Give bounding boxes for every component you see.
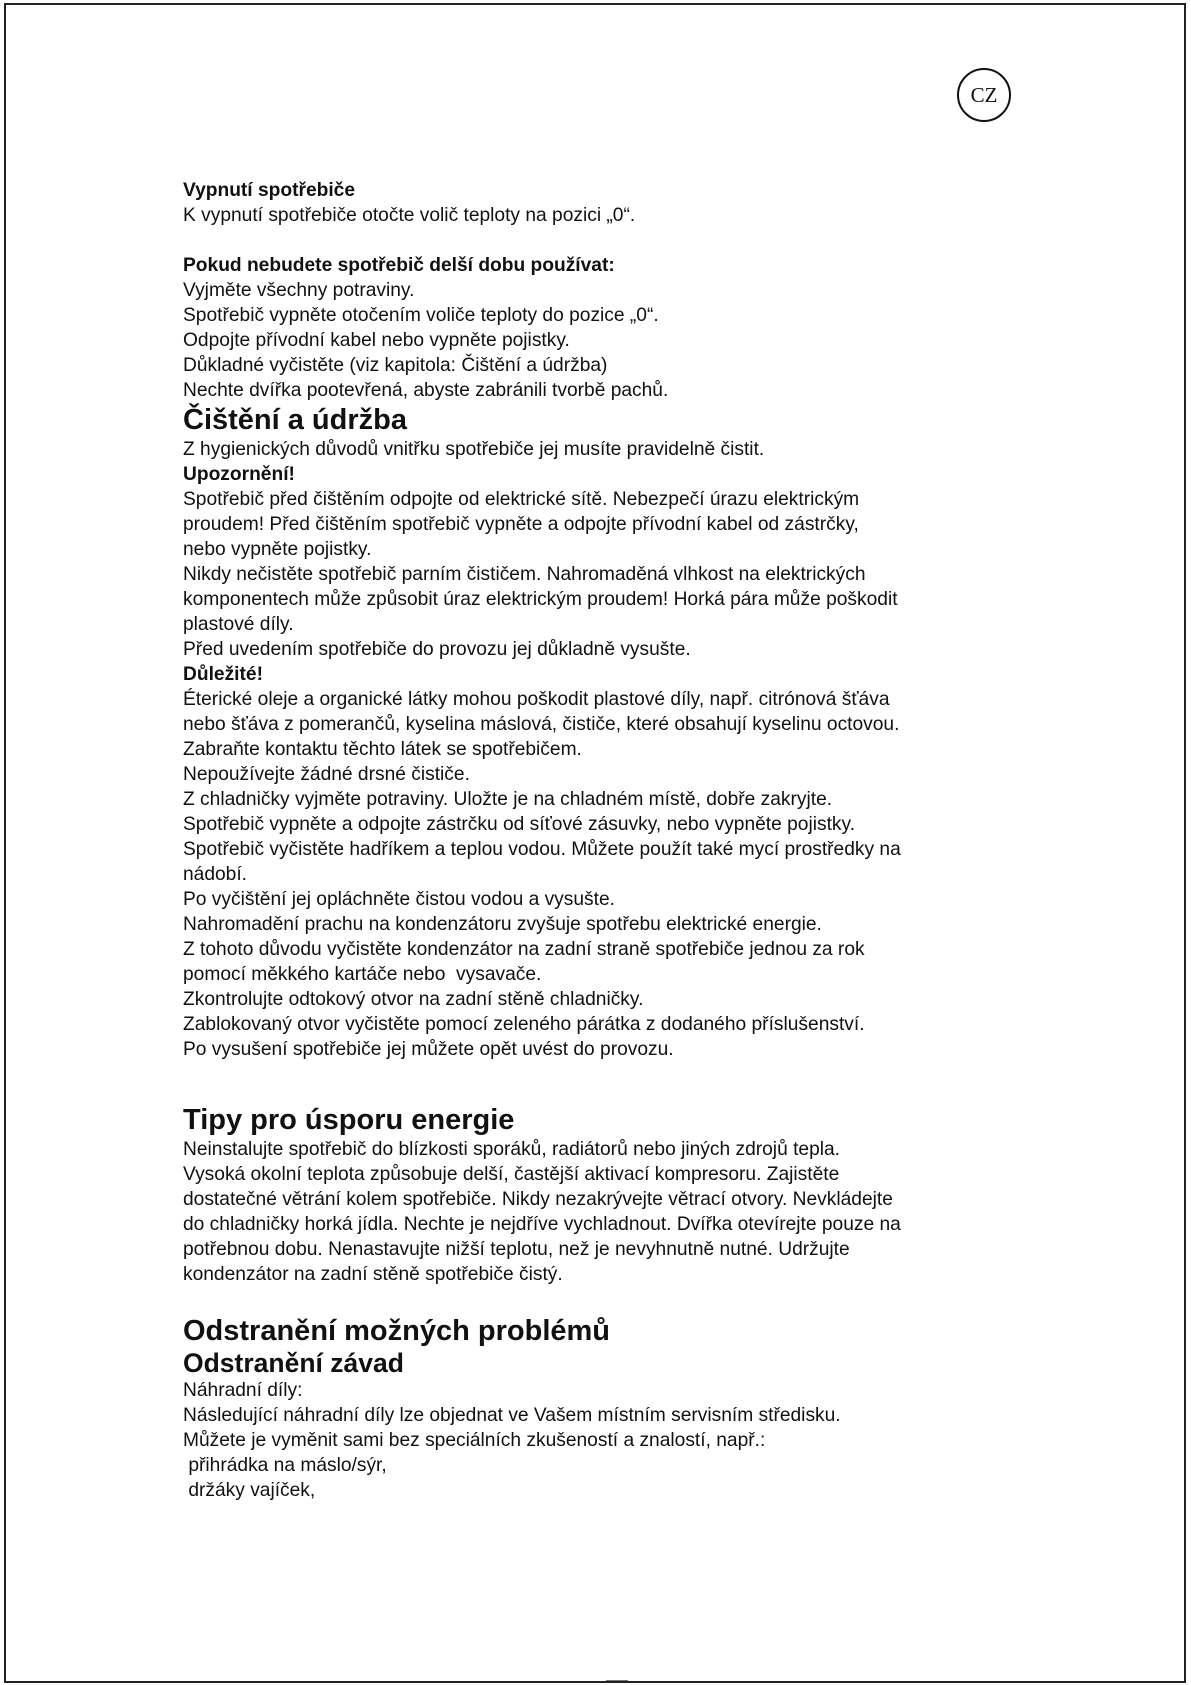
text-line: Spotřebič vypněte otočením voliče teploty do pozice „0“.: [183, 305, 659, 326]
heading-cleaning: Čištění a údržba: [183, 404, 407, 436]
list-item: přihrádka na máslo/sýr,: [183, 1455, 387, 1476]
paragraph: Z hygienických důvodů vnitřku spotřebiče jej musíte pravidelně čistit.: [183, 439, 765, 460]
text-line: Spotřebič vypněte a odpojte zástrčku od síťové zásuvky, nebo vypněte pojistky.: [183, 814, 856, 835]
heading-energy-tips: Tipy pro úsporu energie: [183, 1104, 515, 1136]
important-label: Důležité!: [183, 664, 263, 685]
subheading-fault-removal: Odstranění závad: [183, 1348, 404, 1378]
text-line: Neinstalujte spotřebič do blízkosti sporáků, radiátorů nebo jiných zdrojů tepla.: [183, 1139, 841, 1160]
section-switch-off: [183, 178, 1013, 228]
text-line: nebo vypněte pojistky.: [183, 539, 372, 560]
text-line: Z tohoto důvodu vyčistěte kondenzátor na zadní straně spotřebiče jednou za rok: [183, 939, 865, 960]
text-line: plastové díly.: [183, 614, 294, 635]
section-long-absence: [183, 253, 1013, 403]
text-line: Z chladničky vyjměte potraviny. Uložte je na chladném místě, dobře zakryjte.: [183, 789, 833, 810]
text-line: komponentech může způsobit úraz elektrickým proudem! Horká pára může poškodit: [183, 589, 898, 610]
text-line: Před uvedením spotřebiče do provozu jej důkladně vysušte.: [183, 639, 691, 660]
section-energy-tips: [183, 1103, 1013, 1287]
text-line: Nechte dvířka pootevřená, abyste zabránili tvorbě pachů.: [183, 380, 669, 401]
text-line: nádobí.: [183, 864, 248, 885]
text-line: Spotřebič před čištěním odpojte od elektrické sítě. Nebezpečí úrazu elektrickým: [183, 489, 860, 510]
text-line: Následující náhradní díly lze objednat ve Vašem místním servisním středisku.: [183, 1405, 841, 1426]
text-line: pomocí měkkého kartáče nebo vysavače.: [183, 964, 542, 985]
text-line: Éterické oleje a organické látky mohou poškodit plastové díly, např. citrónová šťáva: [183, 689, 890, 710]
text-line: Náhradní díly:: [183, 1380, 303, 1401]
text-line: Vyjměte všechny potraviny.: [183, 280, 415, 301]
section-cleaning: [183, 403, 1013, 1062]
section-troubleshooting: [183, 1314, 1013, 1503]
text-line: dostatečné větrání kolem spotřebiče. Nikdy nezakrývejte větrací otvory. Nevkládejte: [183, 1189, 893, 1210]
text-line: Odpojte přívodní kabel nebo vypněte pojistky.: [183, 330, 570, 351]
text-line: proudem! Před čištěním spotřebič vypněte a odpojte přívodní kabel od zástrčky,: [183, 514, 859, 535]
list-item: držáky vajíček,: [183, 1480, 316, 1501]
text-line: Spotřebič vyčistěte hadříkem a teplou vodou. Můžete použít také mycí prostředky na: [183, 839, 901, 860]
text-line: Zablokovaný otvor vyčistěte pomocí zeleného párátka z dodaného příslušenství.: [183, 1014, 865, 1035]
text-line: Nahromadění prachu na kondenzátoru zvyšuje spotřebu elektrické energie.: [183, 914, 822, 935]
document-body: [183, 178, 1013, 1503]
text-line: do chladničky horká jídla. Nechte je nejdříve vychladnout. Dvířka otevírejte pouze na: [183, 1214, 901, 1235]
text-line: Zkontrolujte odtokový otvor na zadní stěně chladničky.: [183, 989, 644, 1010]
heading-troubleshooting: Odstranění možných problémů: [183, 1315, 610, 1347]
warning-label: Upozornění!: [183, 464, 295, 485]
scan-mark: [606, 1680, 628, 1684]
text-line: kondenzátor na zadní stěně spotřebiče čistý.: [183, 1264, 563, 1285]
text-line: Zabraňte kontaktu těchto látek se spotřebičem.: [183, 739, 582, 760]
text-line: Vysoká okolní teplota způsobuje delší, častější aktivací kompresoru. Zajistěte: [183, 1164, 840, 1185]
section-title: Vypnutí spotřebiče: [183, 180, 356, 201]
text-line: Nepoužívejte žádné drsné čističe.: [183, 764, 470, 785]
language-badge: CZ: [957, 68, 1011, 122]
text-line: Po vysušení spotřebiče jej můžete opět uvést do provozu.: [183, 1039, 674, 1060]
text-line: Důkladné vyčistěte (viz kapitola: Čištění a údržba): [183, 355, 608, 376]
section-title: Pokud nebudete spotřebič delší dobu používat:: [183, 255, 615, 276]
paragraph: K vypnutí spotřebiče otočte volič teploty na pozici „0“.: [183, 205, 636, 226]
text-line: nebo šťáva z pomerančů, kyselina máslová, čističe, které obsahují kyselinu octovou.: [183, 714, 900, 735]
text-line: Nikdy nečistěte spotřebič parním čističem. Nahromaděná vlhkost na elektrických: [183, 564, 866, 585]
text-line: potřebnou dobu. Nenastavujte nižší teplotu, než je nevyhnutně nutné. Udržujte: [183, 1239, 850, 1260]
text-line: Můžete je vyměnit sami bez speciálních zkušeností a znalostí, např.:: [183, 1430, 766, 1451]
text-line: Po vyčištění jej opláchněte čistou vodou a vysušte.: [183, 889, 615, 910]
